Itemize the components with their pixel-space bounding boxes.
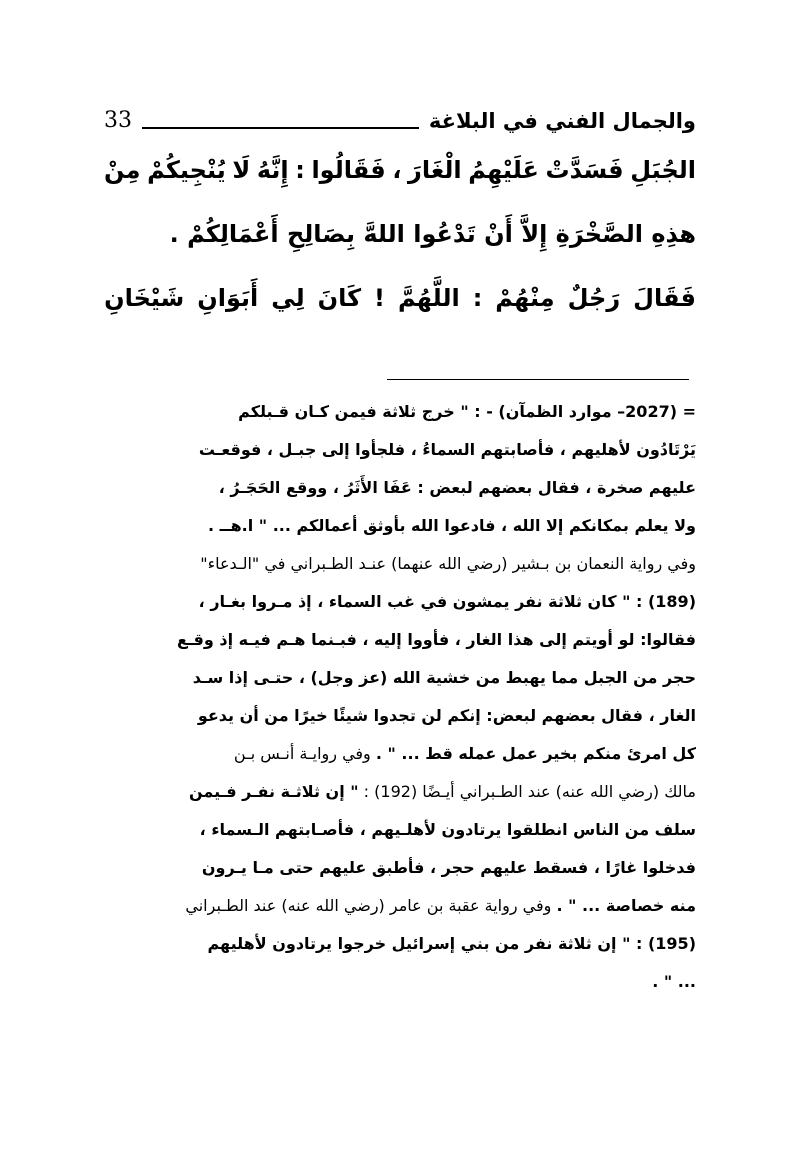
- main-word: شَيْخَانِ: [104, 284, 185, 312]
- running-title: والجمال الفني في البلاغة: [428, 109, 696, 133]
- main-word: أَبَوَانِ: [197, 284, 259, 312]
- footnote-line: [100, 431, 696, 469]
- main-word: الْغَارَ: [408, 156, 462, 184]
- footnote-line: [100, 697, 696, 735]
- main-word: :: [295, 156, 305, 184]
- main-word: فَقَالَ: [633, 284, 696, 312]
- footnote-line: [100, 469, 696, 507]
- main-word: الجُبَلِ: [630, 156, 696, 184]
- footnote-line: [100, 963, 696, 1001]
- footnote-line: [100, 659, 696, 697]
- footnote-run: كل امرئ منكم بخير عمل عمله قط ... " .: [375, 744, 696, 763]
- footnote-run: = (2027– موارد الظمآن) - : " خرج ثلاثة فيمن كـان قـبلكم: [238, 402, 696, 421]
- main-line-1: [104, 138, 696, 202]
- main-word: مِنْهُمْ: [495, 284, 555, 312]
- footnote-line: [100, 887, 696, 925]
- footnote-line: [100, 621, 696, 659]
- main-text: [104, 138, 696, 330]
- footnote-run: الغار ، فقال بعضهم لبعض: إنكم لن تجدوا شيئًا خيرًا من أن يدعو: [197, 706, 696, 725]
- main-line-2: هذِهِ الصَّخْرَةِ إِلاَّ أَنْ تَدْعُوا اللهَّ بِصَالِحِ أَعْمَالِكُمْ .: [169, 220, 696, 248]
- main-word: :: [472, 284, 483, 312]
- footnote-line: [100, 583, 696, 621]
- footnote-line: [100, 849, 696, 887]
- main-word: اللَّهُمَّ: [397, 284, 460, 312]
- main-word: !: [374, 284, 385, 312]
- page-number: 33: [104, 108, 132, 133]
- main-word: لَا: [232, 156, 251, 184]
- main-word: لِي: [271, 284, 305, 312]
- main-word: مِنْ: [104, 156, 141, 184]
- footnote-separator: [387, 379, 689, 380]
- footnote-line: [100, 545, 696, 583]
- footnote-run: (195) : " إن ثلاثة نفر من بني إسرائيل خرجوا يرتادون لأهليهم: [207, 934, 696, 953]
- footnote-line: [100, 507, 696, 545]
- main-word: فَقَالُوا: [311, 156, 386, 184]
- main-word: عَلَيْهِمُ: [468, 156, 539, 184]
- footnote-run: ... " .: [652, 972, 696, 991]
- footnote-run: وفي روايـة أنـس بـن: [233, 744, 376, 763]
- footnote-block: [100, 393, 696, 1001]
- main-word: كَانَ: [317, 284, 362, 312]
- footnote-run: وفي رواية عقبة بن عامر (رضي الله عنه) عند الطـبراني: [185, 896, 557, 915]
- main-word: إِنَّهُ: [256, 156, 289, 184]
- footnote-run: حجر من الجبل مما يهبط من خشية الله (عز وجل) ، حتـى إذا سـد: [192, 668, 696, 687]
- footnote-run: منه خصاصة ... " .: [556, 896, 696, 915]
- footnote-run: (189) : " كان ثلاثة نفر يمشون في غب السماء ، إذ مـروا بغـار ،: [198, 592, 696, 611]
- main-word: ،: [392, 156, 402, 184]
- footnote-run: فقالوا: لو أويتم إلى هذا الغار ، فأووا إليه ، فبـنما هـم فيـه إذ وقـع: [177, 630, 696, 649]
- footnote-line: [100, 735, 696, 773]
- footnote-run: ولا يعلم بمكانكم إلا الله ، فادعوا الله بأوثق أعمالكم ... " ا.هــ .: [207, 516, 696, 535]
- footnote-line: [100, 811, 696, 849]
- main-word: رَجُلٌ: [567, 284, 621, 312]
- footnote-run: يَرْتَادُون لأهليهم ، فأصابتهم السماءُ ، فلجأوا إلى جبـل ، فوقعـت: [198, 440, 696, 459]
- page-header: [104, 96, 696, 132]
- main-line-3: [104, 266, 696, 330]
- footnote-run: مالك (رضي الله عنه) عند الطـبراني أيـضًا (192) :: [358, 782, 696, 801]
- footnote-run: فدخلوا غارًا ، فسقط عليهم حجر ، فأطبق عليهم حتى مـا يـرون: [201, 858, 696, 877]
- footnote-line: [100, 393, 696, 431]
- footnote-run: سلف من الناس انطلقوا يرتادون لأهلـيهم ، فأصـابتهم الـسماء ،: [199, 820, 696, 839]
- footnote-run: " إن ثلاثـة نفـر فـيمن: [188, 782, 359, 801]
- footnote-line: [100, 925, 696, 963]
- footnote-line: [100, 773, 696, 811]
- footnote-run: وفي رواية النعمان بن بـشير (رضي الله عنهما) عنـد الطـبراني في "الـدعاء": [200, 554, 696, 573]
- main-word: يُنْجِيكُمْ: [147, 156, 226, 184]
- header-rule: [142, 127, 419, 129]
- main-word: فَسَدَّتْ: [545, 156, 624, 184]
- footnote-run: عليهم صخرة ، فقال بعضهم لبعض : عَفَا الأَثَرُ ، ووقع الحَجَـرُ ،: [218, 478, 696, 497]
